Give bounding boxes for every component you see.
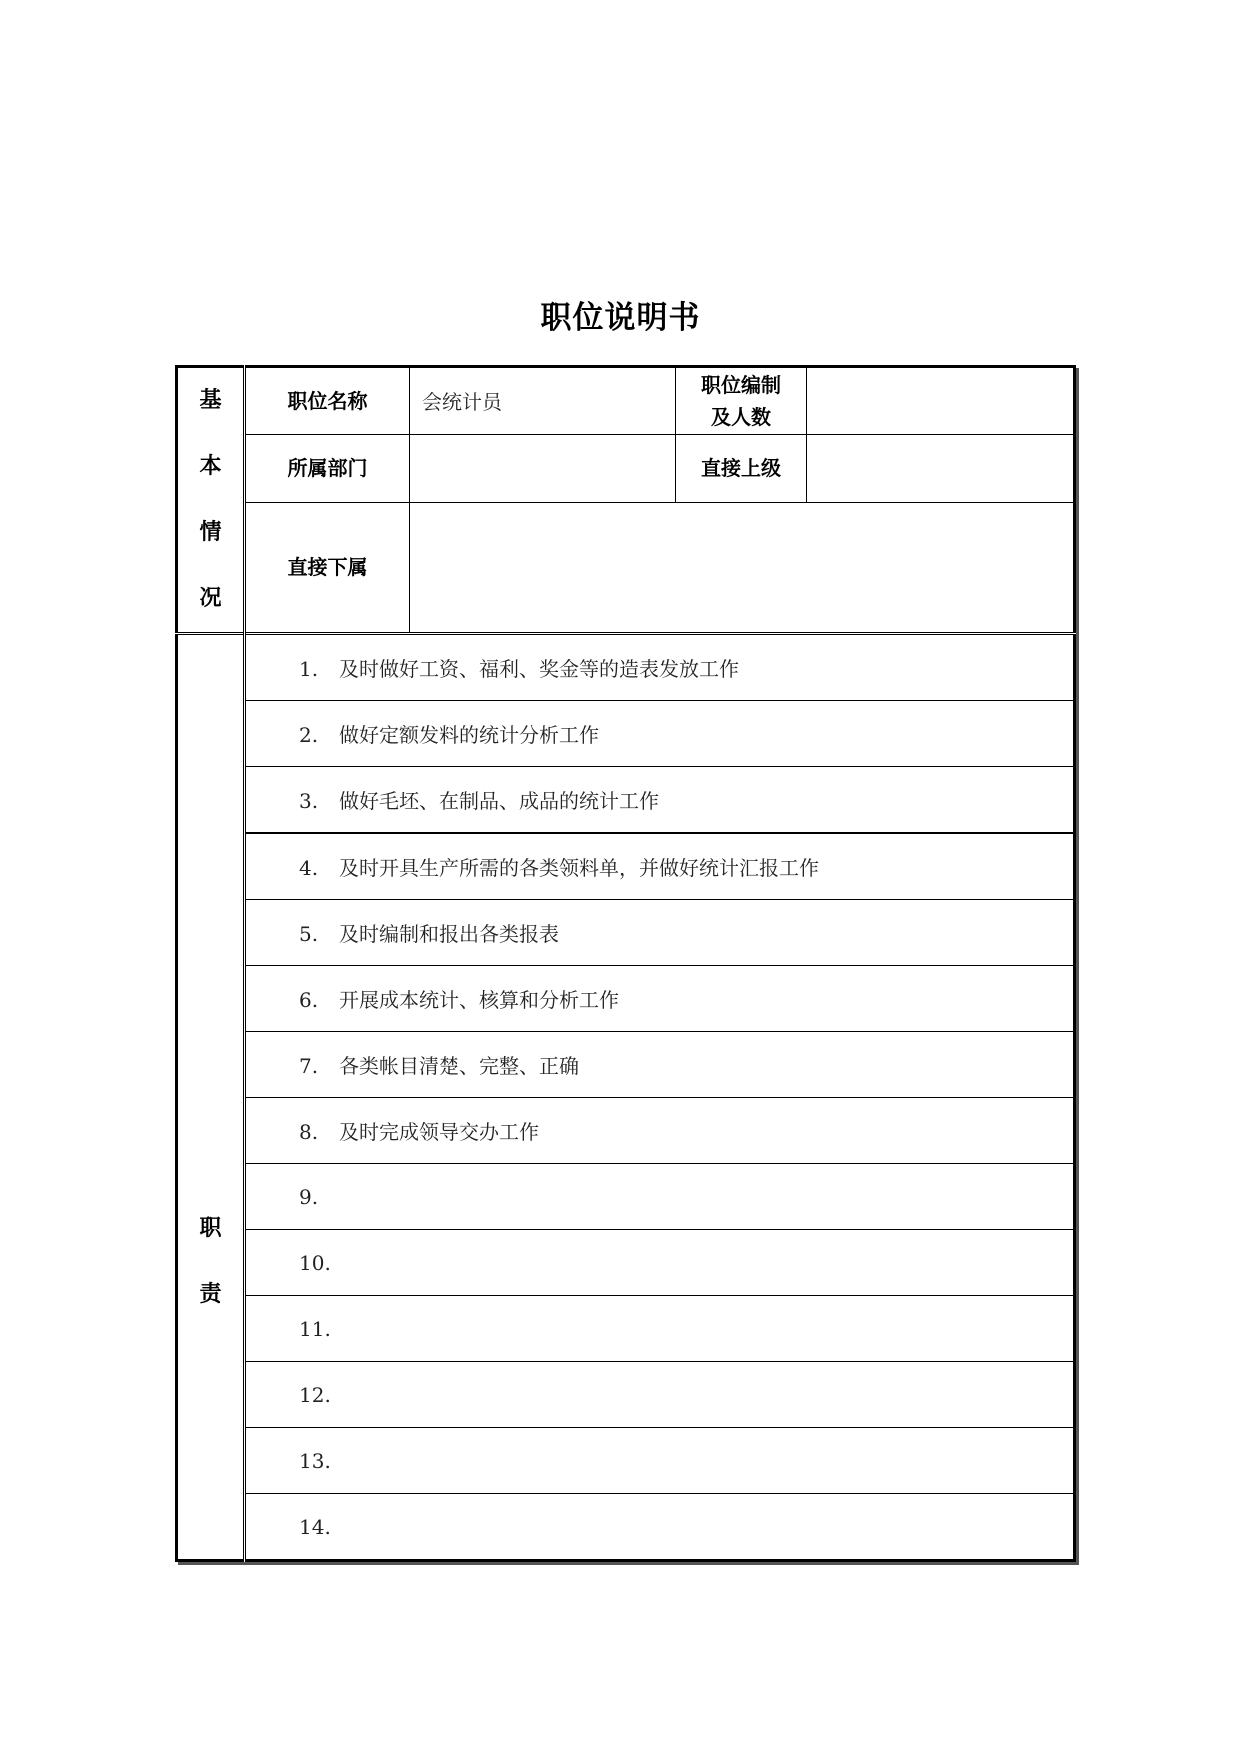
subordinates-label: 直接下属: [245, 502, 410, 633]
section-char: 况: [199, 586, 222, 611]
page-title: 职位说明书: [540, 300, 701, 336]
duty-row: [177, 634, 1075, 701]
duty-row: [177, 1362, 1075, 1428]
job-description-table: [175, 365, 1076, 1562]
duty-number: 7.: [299, 1054, 319, 1078]
department-label: 所属部门: [245, 434, 410, 502]
supervisor-value: [807, 434, 1075, 502]
duty-text: 各类帐目清楚、完整、正确: [339, 1054, 579, 1078]
duty-item: [245, 1032, 1075, 1098]
duty-number: 11.: [299, 1316, 331, 1341]
duty-text: 做好定额发料的统计分析工作: [339, 723, 599, 747]
headcount-label-line1: 职位编制: [701, 372, 781, 397]
duty-item: [245, 1296, 1075, 1362]
duty-row: [177, 1428, 1075, 1494]
duty-text: 及时编制和报出各类报表: [339, 922, 559, 946]
duty-number: 2.: [299, 723, 319, 747]
duty-item: [245, 833, 1075, 900]
duty-row: [177, 900, 1075, 966]
duty-row: [177, 1164, 1075, 1230]
duty-number: 14.: [299, 1514, 331, 1539]
supervisor-label: 直接上级: [676, 434, 807, 502]
position-name-value: 会统计员: [410, 367, 676, 435]
duty-number: 13.: [299, 1448, 331, 1473]
row-position-name: [177, 367, 1075, 435]
duty-number: 4.: [299, 856, 319, 880]
duty-item: [245, 1230, 1075, 1296]
duty-item: [245, 966, 1075, 1032]
department-value: [410, 434, 676, 502]
headcount-value: [807, 367, 1075, 435]
section-char: 责: [199, 1282, 222, 1307]
duty-number: 10.: [299, 1250, 331, 1275]
section-char: 本: [199, 454, 222, 479]
duty-item: [245, 1494, 1075, 1561]
duty-item: [245, 1098, 1075, 1164]
duty-row: [177, 1098, 1075, 1164]
duty-number: 5.: [299, 922, 319, 946]
duty-number: 12.: [299, 1382, 331, 1407]
duty-item: [245, 1164, 1075, 1230]
duty-number: 3.: [299, 789, 319, 813]
duty-row: [177, 1494, 1075, 1561]
duty-row: [177, 966, 1075, 1032]
duty-item: [245, 767, 1075, 834]
section-char: 职: [199, 1216, 222, 1241]
duty-text: 及时完成领导交办工作: [339, 1120, 539, 1144]
duty-item: [245, 634, 1075, 701]
row-subordinates: [177, 502, 1075, 633]
section-char: 基: [199, 388, 222, 413]
duty-row: [177, 1032, 1075, 1098]
duty-item: [245, 1362, 1075, 1428]
duty-number: 1.: [299, 657, 319, 681]
section-duties-header: [177, 634, 245, 1561]
duty-item: [245, 900, 1075, 966]
duty-row: [177, 767, 1075, 834]
section-basic-info-header: [177, 367, 245, 634]
duty-item: [245, 701, 1075, 767]
duty-number: 9.: [299, 1184, 319, 1209]
headcount-label: [676, 367, 807, 435]
duty-text: 做好毛坯、在制品、成品的统计工作: [339, 789, 659, 813]
duty-text: 及时做好工资、福利、奖金等的造表发放工作: [339, 657, 739, 681]
section-char: 情: [199, 520, 222, 545]
duty-row: [177, 701, 1075, 767]
duty-number: 6.: [299, 988, 319, 1012]
duty-row: [177, 833, 1075, 900]
duty-item: [245, 1428, 1075, 1494]
duty-text: 及时开具生产所需的各类领料单，并做好统计汇报工作: [339, 856, 819, 880]
duty-row: [177, 1296, 1075, 1362]
position-name-label: 职位名称: [245, 367, 410, 435]
duty-row: [177, 1230, 1075, 1296]
row-department: [177, 434, 1075, 502]
headcount-label-line2: 及人数: [711, 404, 771, 429]
subordinates-value: [410, 502, 1075, 633]
duty-text: 开展成本统计、核算和分析工作: [339, 988, 619, 1012]
duty-number: 8.: [299, 1120, 319, 1144]
